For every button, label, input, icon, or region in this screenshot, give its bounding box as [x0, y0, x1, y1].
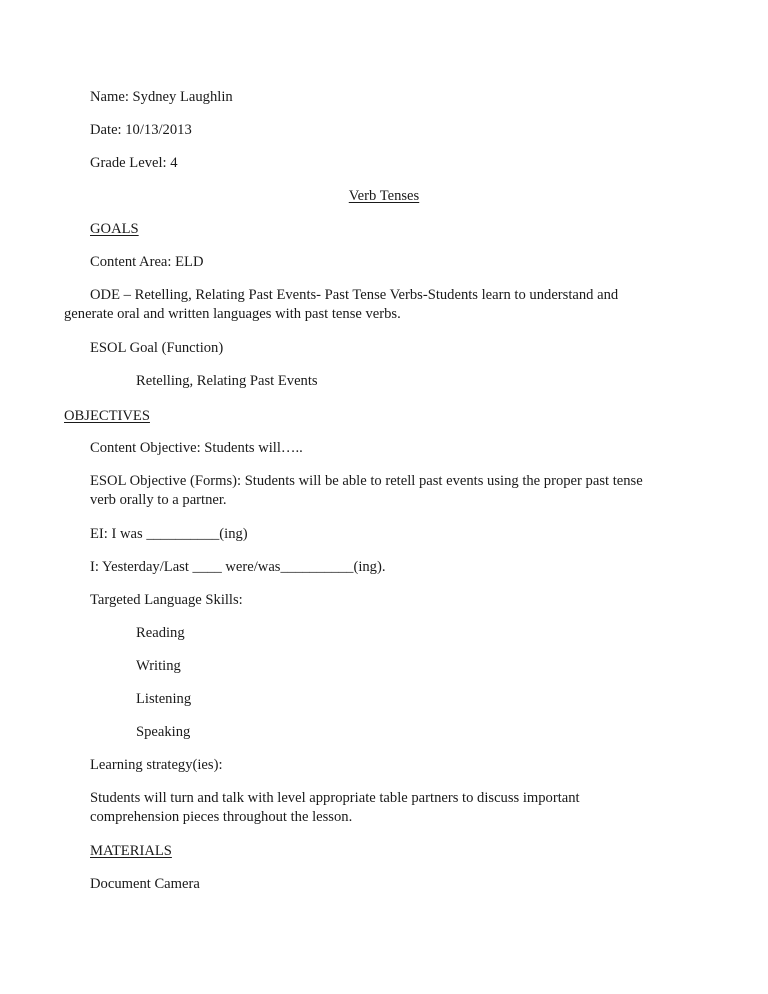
- goals-heading: GOALS: [90, 221, 139, 237]
- skill-item: Reading: [136, 625, 185, 641]
- learning-strategy-label: Learning strategy(ies):: [90, 757, 223, 773]
- ode-goal-line-2: generate oral and written languages with past tense verbs.: [64, 306, 401, 322]
- ei-sentence-frame: EI: I was __________(ing): [90, 526, 248, 542]
- esol-goal-value: Retelling, Relating Past Events: [136, 373, 318, 389]
- ode-goal-line-1: ODE – Retelling, Relating Past Events- Past Tense Verbs-Students learn to understand and: [90, 287, 619, 303]
- materials-heading: MATERIALS: [90, 843, 172, 859]
- targeted-skills-label: Targeted Language Skills:: [90, 592, 243, 608]
- grade-level: Grade Level: 4: [90, 155, 178, 171]
- material-item: Document Camera: [90, 876, 200, 892]
- learning-strategy-line-1: Students will turn and talk with level appropriate table partners to discuss important: [90, 790, 580, 806]
- objectives-heading: OBJECTIVES: [64, 408, 150, 424]
- page-title: Verb Tenses: [348, 188, 420, 204]
- i-sentence-frame: I: Yesterday/Last ____ were/was__________(ing).: [90, 559, 386, 575]
- esol-objective-line-2: verb orally to a partner.: [90, 492, 227, 508]
- content-area: Content Area: ELD: [90, 254, 204, 270]
- content-objective: Content Objective: Students will…..: [90, 440, 303, 456]
- esol-goal-label: ESOL Goal (Function): [90, 340, 224, 356]
- author-name: Name: Sydney Laughlin: [90, 89, 233, 105]
- skill-item: Listening: [136, 691, 192, 707]
- skill-item: Speaking: [136, 724, 191, 740]
- lesson-date: Date: 10/13/2013: [90, 122, 192, 138]
- learning-strategy-line-2: comprehension pieces throughout the lesson.: [90, 809, 353, 825]
- skill-item: Writing: [136, 658, 181, 674]
- esol-objective-line-1: ESOL Objective (Forms): Students will be able to retell past events using the proper past tense: [90, 473, 643, 489]
